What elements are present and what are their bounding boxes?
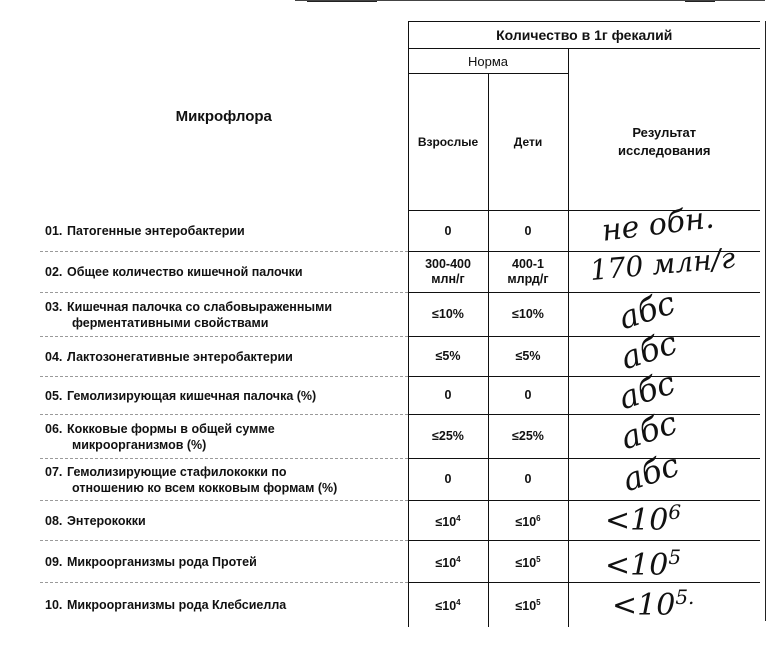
- handwritten-result-10: $<10^{5.}$: [612, 585, 695, 623]
- handwritten-result-07: абс: [618, 445, 684, 500]
- row-adults-value: 0: [408, 211, 488, 252]
- row-children-value: 0: [488, 377, 568, 415]
- children-heading: Дети: [488, 74, 568, 211]
- row-adults-value: $\le 10^4$: [408, 583, 488, 627]
- row-name: 08. Энтерококки: [40, 501, 408, 541]
- row-children-value: 0: [488, 459, 568, 501]
- top-underline-right: [685, 0, 715, 2]
- norm-blank-cell: [568, 49, 760, 74]
- row-adults-value: $\le 10^4$: [408, 501, 488, 541]
- result-heading: [568, 74, 760, 211]
- handwritten-result-02: 170 млн/г: [588, 241, 737, 287]
- table-right-edge: [765, 21, 766, 621]
- quantity-heading: Количество в 1г фекалий: [408, 22, 760, 49]
- adults-heading: Взрослые: [408, 74, 488, 211]
- microflora-heading: Микрофлора: [175, 107, 272, 125]
- row-name: 05. Гемолизирующая кишечная палочка (%): [40, 377, 408, 415]
- top-form-line: [295, 0, 765, 5]
- row-children-value: $\le 10^5$: [488, 541, 568, 583]
- row-name: 01. Патогенные энтеробактерии: [40, 211, 408, 252]
- row-children-value: ≤5%: [488, 337, 568, 377]
- row-children-value: $\le 10^5$: [488, 583, 568, 627]
- row-name: 03. Кишечная палочка со слабовыраженными ферментативными свойствами: [40, 293, 408, 337]
- handwritten-result-08: $<10^6$: [605, 500, 682, 538]
- row-adults-value: 300-400 млн/г: [408, 252, 488, 293]
- handwritten-result-01: не обн.: [599, 200, 717, 249]
- handwritten-result-05: абс: [614, 363, 680, 418]
- row-adults-value: 0: [408, 377, 488, 415]
- handwritten-result-04: абс: [616, 323, 682, 378]
- row-adults-value: ≤10%: [408, 293, 488, 337]
- row-children-value: 0: [488, 211, 568, 252]
- result-heading-line1: Результат: [632, 124, 697, 140]
- handwritten-result-03: абс: [614, 283, 680, 338]
- row-children-value: $\le 10^6$: [488, 501, 568, 541]
- row-children-value: ≤25%: [488, 415, 568, 459]
- row-children-value: 400-1 млрд/г: [488, 252, 568, 293]
- result-heading-line2: исследования: [618, 142, 711, 158]
- row-name: 04. Лактозонегативные энтеробактерии: [40, 337, 408, 377]
- row-adults-value: 0: [408, 459, 488, 501]
- row-name: 06. Кокковые формы в общей сумме микроорганизмов (%): [40, 415, 408, 459]
- row-name: 07. Гемолизирующие стафилококки по отношению ко всем кокковым формам (%): [40, 459, 408, 501]
- row-name: 02. Общее количество кишечной палочки: [40, 252, 408, 293]
- row-name: 09. Микроорганизмы рода Протей: [40, 541, 408, 583]
- row-name: 10. Микроорганизмы рода Клебсиелла: [45, 597, 287, 612]
- top-underline-left: [307, 0, 377, 2]
- row-adults-value: ≤25%: [408, 415, 488, 459]
- norm-heading: Норма: [408, 49, 568, 74]
- handwritten-result-06: абс: [616, 403, 682, 458]
- row-adults-value: $\le 10^4$: [408, 541, 488, 583]
- row-children-value: ≤10%: [488, 293, 568, 337]
- handwritten-result-09: $<10^5$: [605, 545, 682, 583]
- row-adults-value: ≤5%: [408, 337, 488, 377]
